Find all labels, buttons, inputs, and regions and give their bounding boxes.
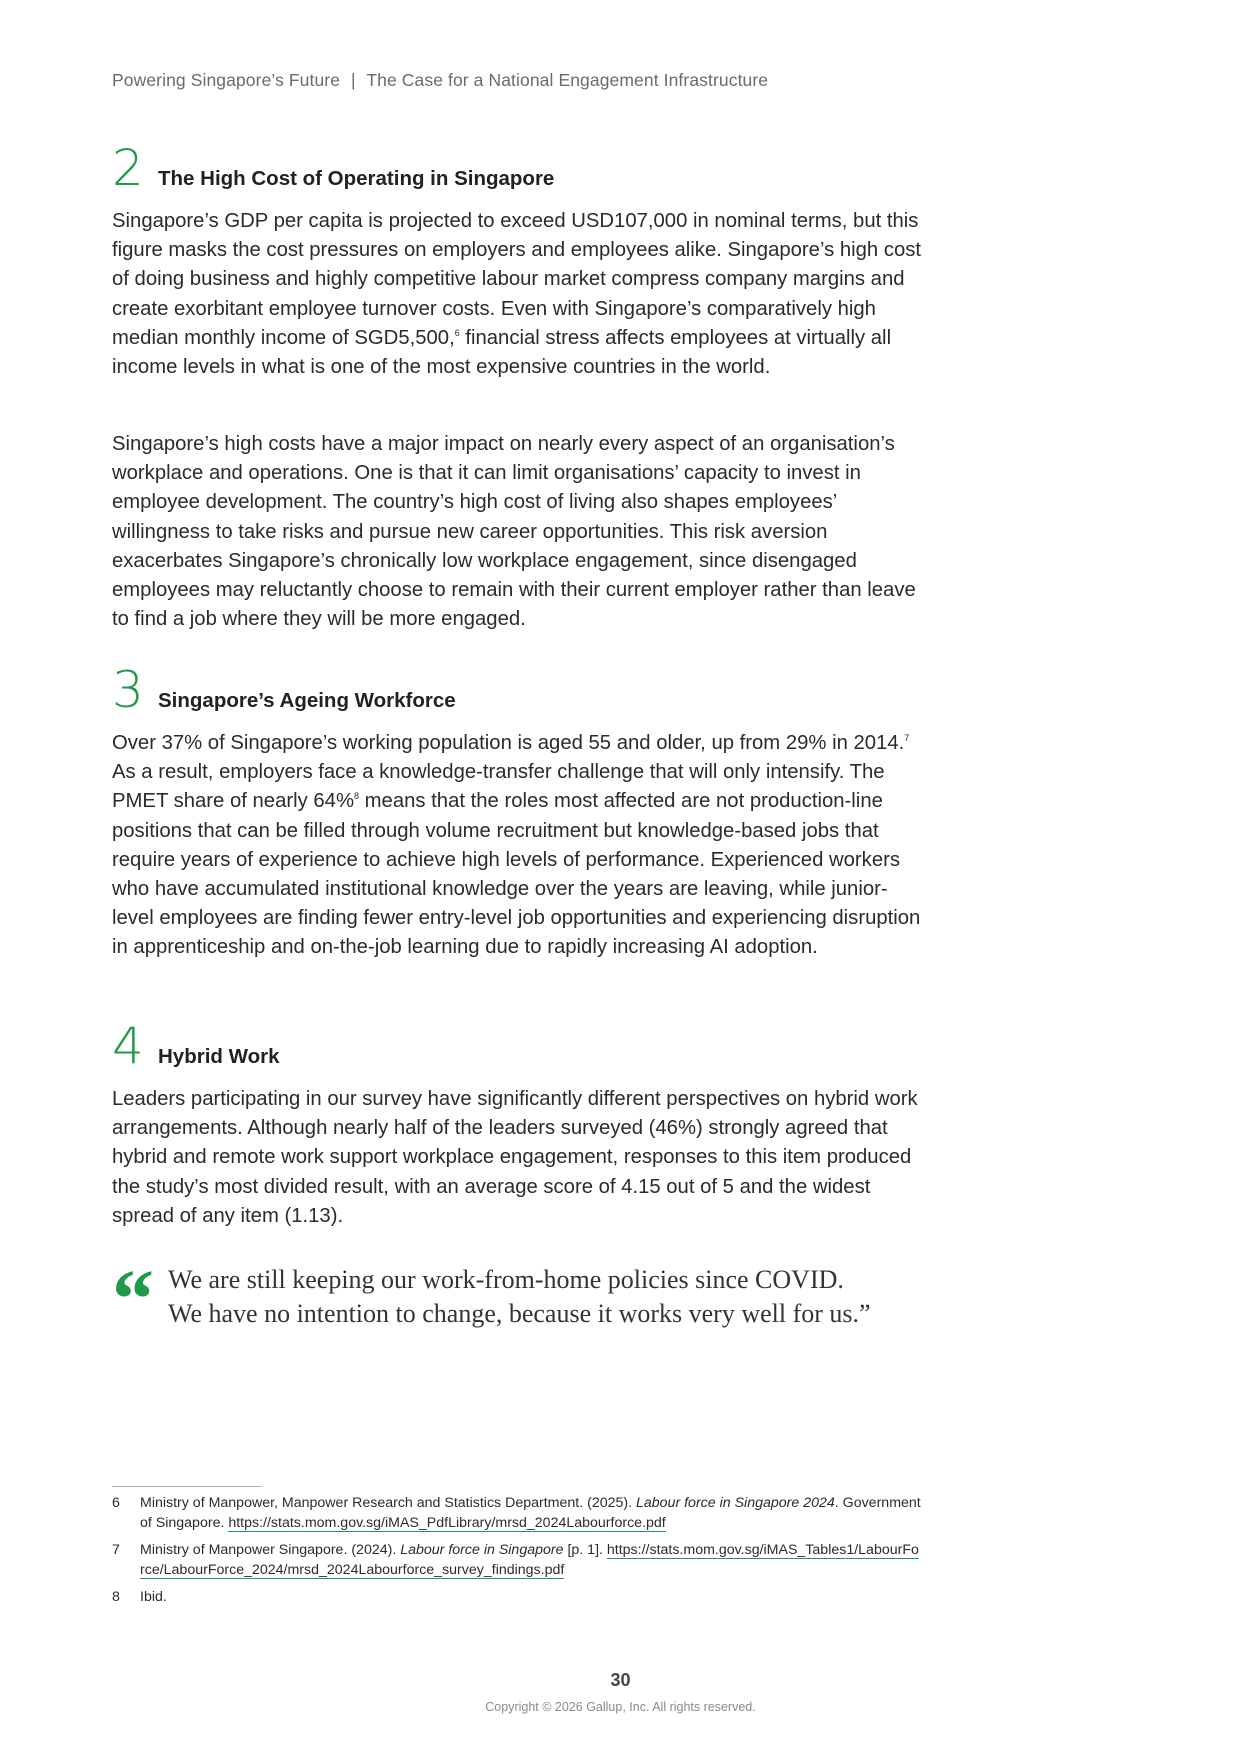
- section-title: Singapore’s Ageing Workforce: [158, 689, 456, 712]
- footnote-text: [140, 1493, 922, 1533]
- footnote-link[interactable]: https://stats.mom.gov.sg/iMAS_Tables1/LabourForce/LabourForce_2024/mrsd_2024Labourforce_survey_findings.pdf: [140, 1542, 919, 1578]
- footnote-reference[interactable]: 8: [354, 791, 360, 802]
- document-subtitle: The Case for a National Engagement Infrastructure: [366, 70, 769, 90]
- footnote-divider: [112, 1486, 262, 1487]
- paragraph: [112, 729, 922, 963]
- paragraph-text: As a result, employers face a knowledge-transfer challenge that will only intensify. The PMET share of nearly 64%: [112, 761, 885, 813]
- paragraph: Leaders participating in our survey have significantly different perspectives on hybrid work arrangements. Although nearly half of the leaders surveyed (46%) strongly agreed that hybrid and remote work support workplace engagement, responses to this item produced the study’s most divided result, with an average score of 4.15 out of 5 and the widest spread of any item (1.13).: [112, 1088, 918, 1227]
- section-title: The High Cost of Operating in Singapore: [158, 167, 555, 190]
- footnote-number: 6: [112, 1495, 120, 1511]
- document-title: Powering Singapore’s Future: [112, 70, 341, 90]
- paragraph-text: Singapore’s GDP per capita is projected to exceed USD107,000 in nominal terms, but this figure masks the cost pressures on employers and employees alike. Singapore’s high cost of doing business and highly competitive labour market compress company margins and create exorbitant employee turnover costs. Even with Singapore’s comparatively high median monthly income of SGD5,500,: [112, 210, 922, 349]
- footnote-source-title: Labour force in Singapore: [400, 1542, 564, 1558]
- quote-line: We are still keeping our work-from-home policies since COVID.: [168, 1265, 844, 1294]
- footnote-reference[interactable]: 6: [454, 327, 460, 338]
- footnote-6: [112, 1493, 922, 1533]
- quote-line: We have no intention to change, because it works very well for us.”: [168, 1299, 871, 1328]
- section-heading-4: [112, 1017, 280, 1075]
- running-header: [112, 70, 768, 91]
- footnote-number: 8: [112, 1589, 120, 1605]
- footnote-page: [p. 1].: [563, 1542, 607, 1558]
- footnote-text: Ibid.: [140, 1589, 167, 1605]
- paragraph-text: means that the roles most affected are not production-line positions that can be filled through volume recruitment but knowledge-based jobs that require years of experience to achieve high levels of performance. Experienced workers who have accumulated institutional knowledge over the years are leaving, while junior-level employees are finding fewer entry-level job opportunities and experiencing disruption in apprenticeship and on-the-job learning due to rapidly increasing AI adoption.: [112, 790, 921, 959]
- section-heading-3: [112, 661, 456, 719]
- footnote-text: [140, 1540, 922, 1580]
- footnote-author: Ministry of Manpower Singapore. (2024).: [140, 1542, 401, 1558]
- footnote-source-title: Labour force in Singapore 2024: [636, 1495, 835, 1511]
- section-title: Hybrid Work: [158, 1045, 280, 1068]
- paragraph-text: financial stress affects employees at virtually all income levels in what is one of the most expensive countries in the world.: [112, 326, 892, 379]
- section-number: 4: [112, 1017, 144, 1075]
- quote-mark-icon: “: [112, 1253, 154, 1346]
- section-heading-2: [112, 139, 555, 197]
- section-number: 2: [112, 139, 144, 197]
- footnote-7: [112, 1540, 922, 1580]
- footnote-8: [112, 1587, 922, 1607]
- footnote-reference[interactable]: 7: [904, 733, 910, 743]
- header-separator: |: [351, 70, 356, 90]
- footnote-author: Ministry of Manpower, Manpower Research and Statistics Department. (2025).: [140, 1495, 636, 1511]
- paragraph-text: Over 37% of Singapore’s working population is aged 55 and older, up from 29% in 2014.: [112, 732, 905, 754]
- pull-quote: [168, 1263, 928, 1331]
- page-number: 30: [610, 1670, 631, 1690]
- paragraph: [112, 207, 922, 382]
- footnote-number: 7: [112, 1542, 120, 1558]
- section-number: 3: [112, 661, 144, 719]
- footnote-link[interactable]: https://stats.mom.gov.sg/iMAS_PdfLibrary/mrsd_2024Labourforce.pdf: [228, 1515, 666, 1531]
- footnote-publisher: . Government of Singapore.: [140, 1495, 921, 1531]
- paragraph: Singapore’s high costs have a major impact on nearly every aspect of an organisation’s workplace and operations. One is that it can limit organisations’ capacity to invest in employee development. The country’s high cost of living also shapes employees’ willingness to take risks and pursue new career opportunities. This risk aversion exacerbates Singapore’s chronically low workplace engagement, since disengaged employees may reluctantly choose to remain with their current employer rather than leave to find a job where they will be more engaged.: [112, 433, 916, 631]
- copyright-notice: Copyright © 2026 Gallup, Inc. All rights reserved.: [485, 1700, 756, 1714]
